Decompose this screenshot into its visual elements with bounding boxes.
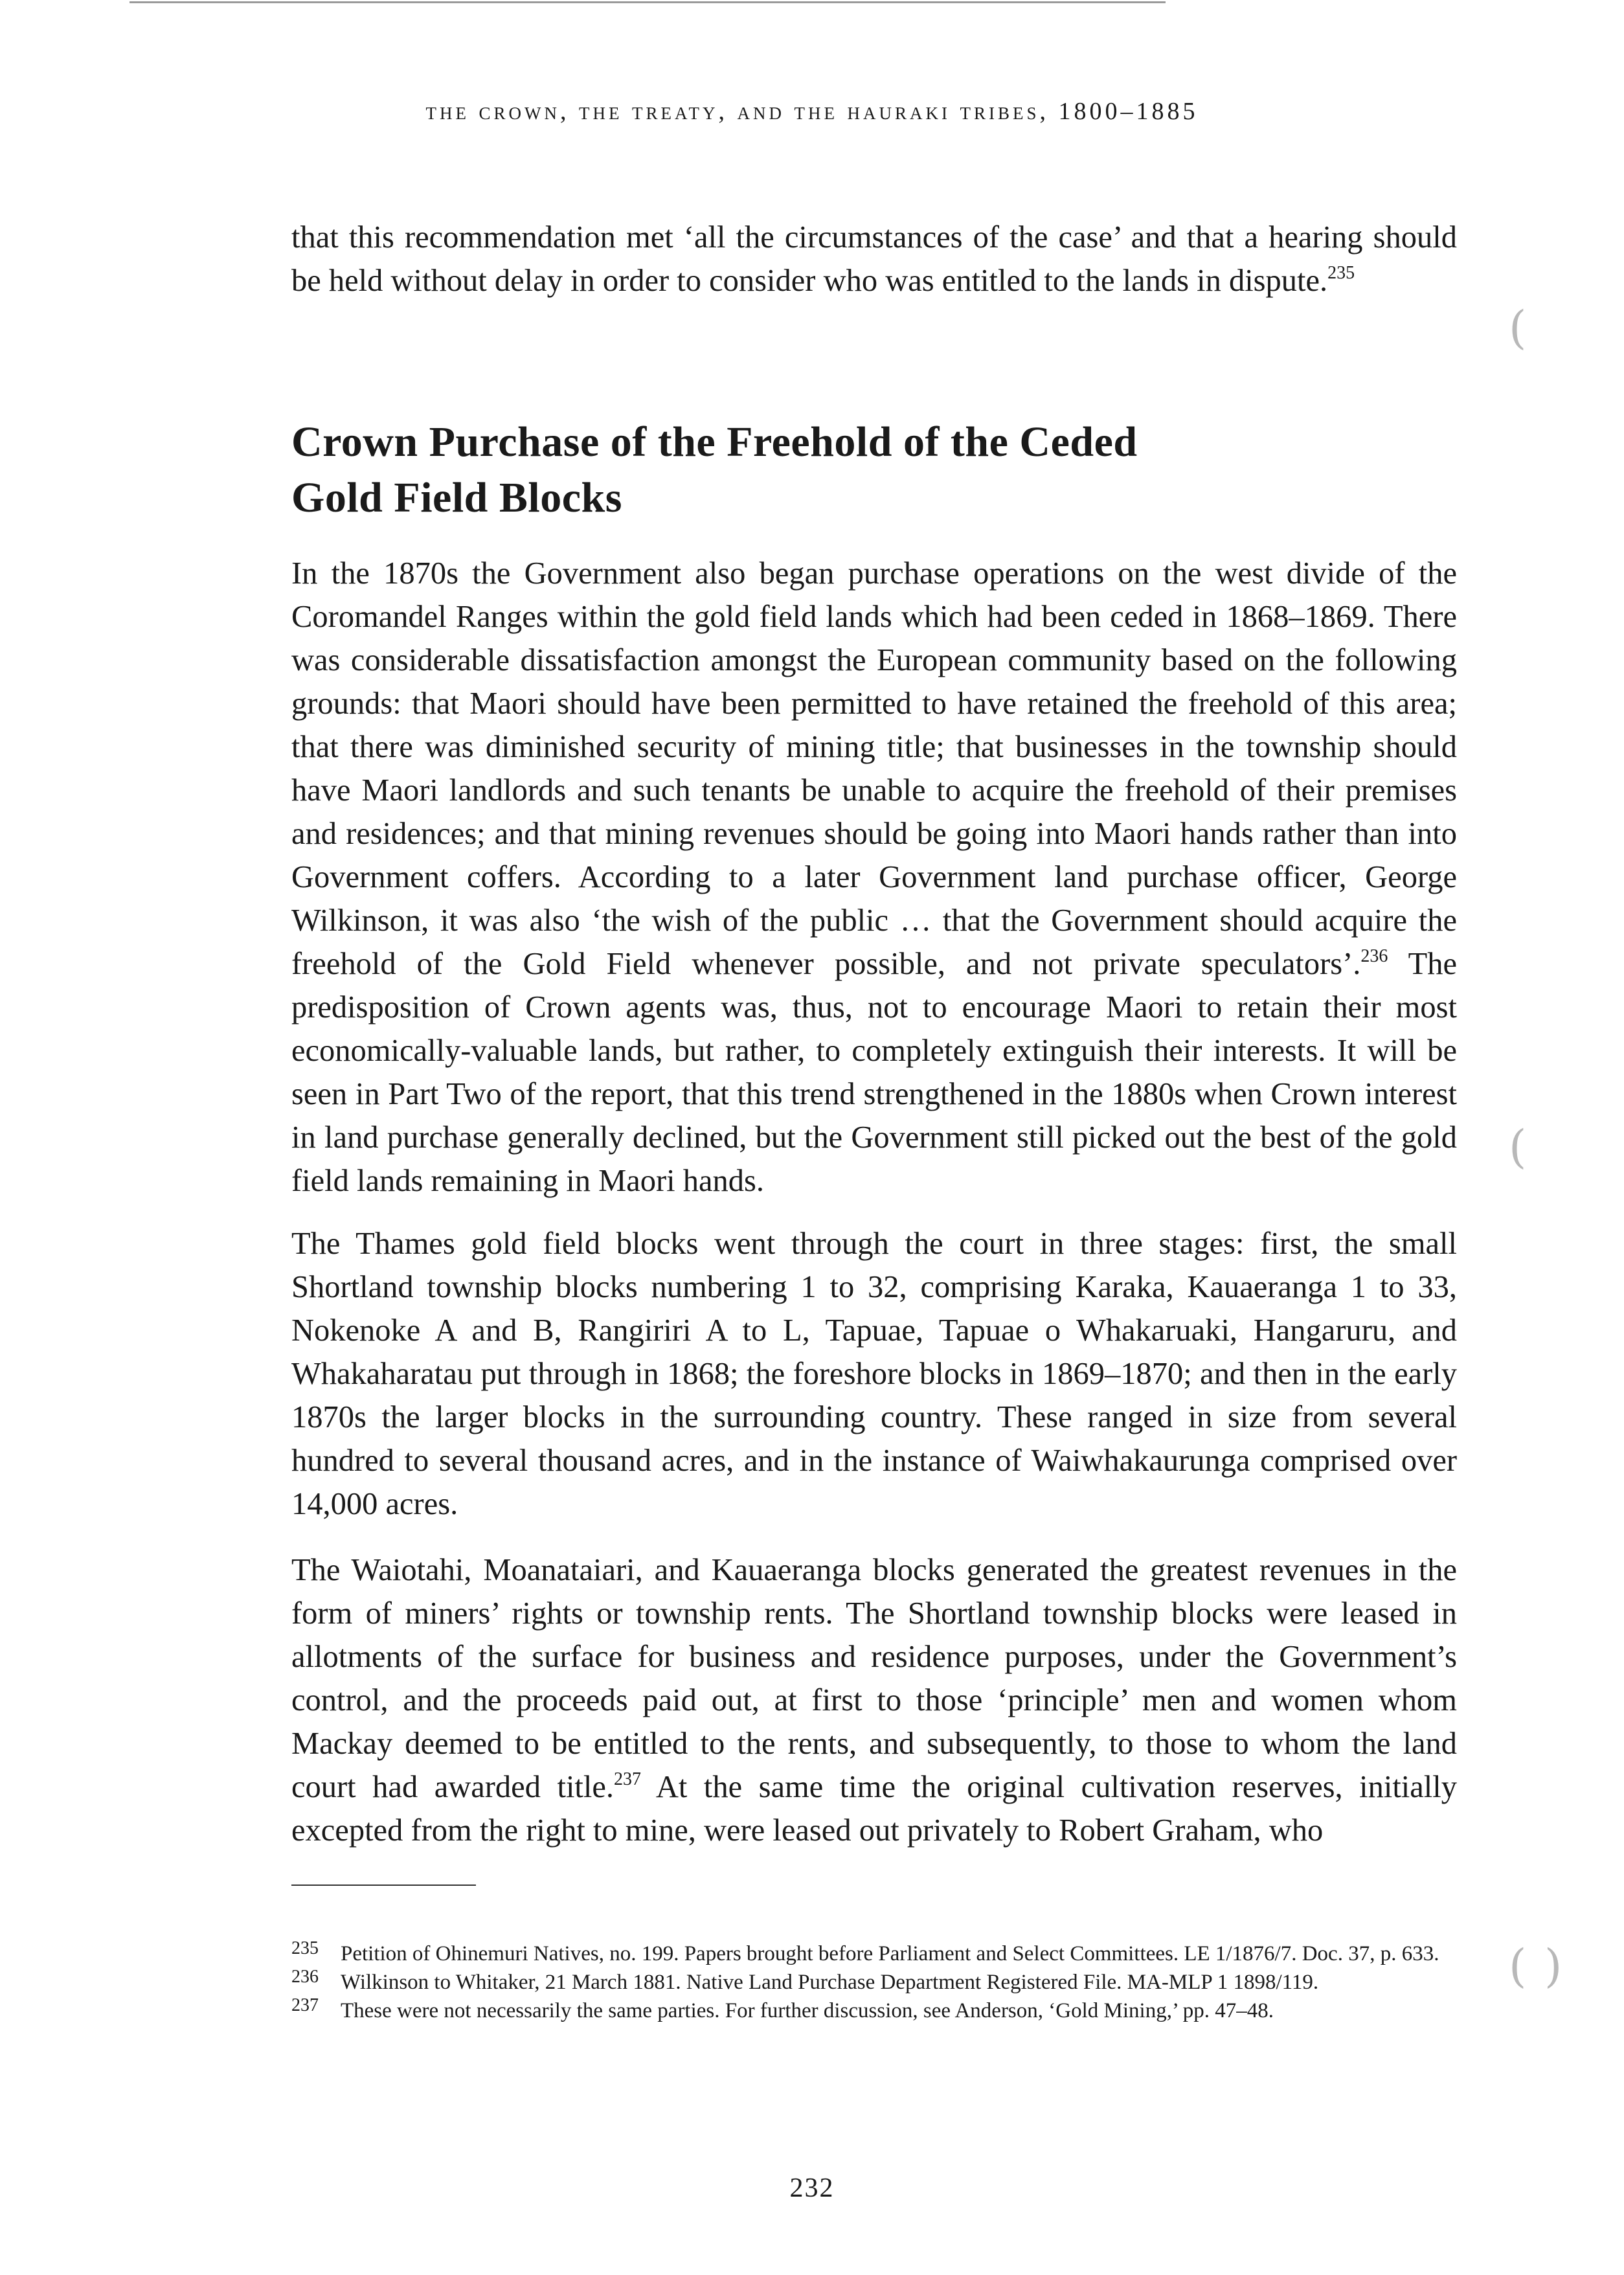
section-heading-line2: Gold Field Blocks	[291, 474, 622, 521]
footnote-number: 237	[291, 1995, 319, 2015]
footnotes	[291, 1940, 1457, 2025]
footnote-divider	[291, 1885, 476, 1886]
footnote-number: 236	[291, 1967, 319, 1987]
scan-margin-mark: (	[1509, 1120, 1527, 1173]
paragraph-1-text-a: In the 1870s the Government also began purchase operations on the west divide of the Coromandel Ranges within the gold field lands which had been ceded in 1868–1869. There was considerable dissatisfaction amongst the European community based on the following grounds: that Maori should have been permitted to have retained the freehold of this area; that there was diminished security of mining title; that businesses in the township should have Maori landlords and such tenants be unable to acquire the freehold of their premises and residences; and that mining revenues should be going into Maori hands rather than into Government coffers. According to a later Government land purchase officer, George Wilkinson, it was also ‘the wish of the public … that the Government should acquire the freehold of the Gold Field whenever possible, and not private speculators’.	[291, 556, 1457, 981]
paragraph-3-text-a: The Waiotahi, Moanataiari, and Kauaeranga blocks generated the greatest revenues in the form of miners’ rights or township rents. The Shortland township blocks were leased in allotments of the surface for business and residence purposes, under the Government’s control, and the proceeds paid out, at first to those ‘principle’ men and women whom Mackay deemed to be entitled to the rents, and subsequently, to those to whom the land court had awarded title.	[291, 1553, 1457, 1804]
footnote-ref[interactable]: 236	[1360, 945, 1388, 966]
footnote-text: These were not necessarily the same parties. For further discussion, see Anderson, ‘Gold Mining,’ pp. 47–48.	[341, 1999, 1274, 2022]
footnote-number: 235	[291, 1938, 319, 1958]
paragraph-2	[291, 1222, 1457, 1526]
scan-edge-line	[130, 1, 1166, 3]
scan-margin-mark: (	[1509, 301, 1527, 354]
continued-paragraph	[291, 216, 1457, 302]
footnote	[291, 1940, 1457, 1968]
paragraph-3-text-b: At the same time the original cultivation reserves, initially excepted from the right to mine, were leased out privately to Robert Graham, who	[291, 1770, 1457, 1848]
footnote-text: Wilkinson to Whitaker, 21 March 1881. Native Land Purchase Department Registered File. MA-MLP 1 1898/119.	[341, 1971, 1319, 1994]
section-heading-line1: Crown Purchase of the Freehold of the Ceded	[291, 418, 1138, 466]
footnote-text: Petition of Ohinemuri Natives, no. 199. Papers brought before Parliament and Select Committees. LE 1/1876/7. Doc. 37, p. 633.	[341, 1942, 1439, 1965]
continued-paragraph-text: that this recommendation met ‘all the circumstances of the case’ and that a hearing should be held without delay in order to consider who was entitled to the lands in dispute.	[291, 220, 1457, 298]
footnote	[291, 1968, 1457, 1997]
scan-margin-mark: )	[1544, 1940, 1562, 1993]
footnote	[291, 1997, 1457, 2025]
paragraph-1	[291, 552, 1457, 1203]
footnote-ref[interactable]: 235	[1327, 262, 1355, 283]
page-number: 232	[789, 2173, 835, 2203]
footnote-ref[interactable]: 237	[614, 1769, 642, 1789]
section-heading	[291, 414, 1457, 526]
paragraph-3	[291, 1548, 1457, 1852]
paragraph-2-text: The Thames gold field blocks went through the court in three stages: first, the small Shortland township blocks numbering 1 to 32, comprising Karaka, Kauaeranga 1 to 33, Nokenoke A and B, Rangiriri A to L, Tapuae, Tapuae o Whakaruaki, Hangaruru, and Whakaharatau put through in 1868; the foreshore blocks in 1869–1870; and then in the early 1870s the larger blocks in the surrounding country. These ranged in size from several hundred to several thousand acres, and in the instance of Waiwhakaurunga comprised over 14,000 acres.	[291, 1227, 1457, 1521]
paragraph-1-text-b: The predisposition of Crown agents was, thus, not to encourage Maori to retain their most economically-valuable lands, but rather, to completely extinguish their interests. It will be seen in Part Two of the report, that this trend strengthened in the 1880s when Crown interest in land purchase generally declined, but the Government still picked out the best of the gold field lands remaining in Maori hands.	[291, 947, 1457, 1198]
running-head: the crown, the treaty, and the hauraki tribes, 1800–1885	[425, 98, 1199, 125]
scan-margin-mark: (	[1509, 1940, 1527, 1993]
